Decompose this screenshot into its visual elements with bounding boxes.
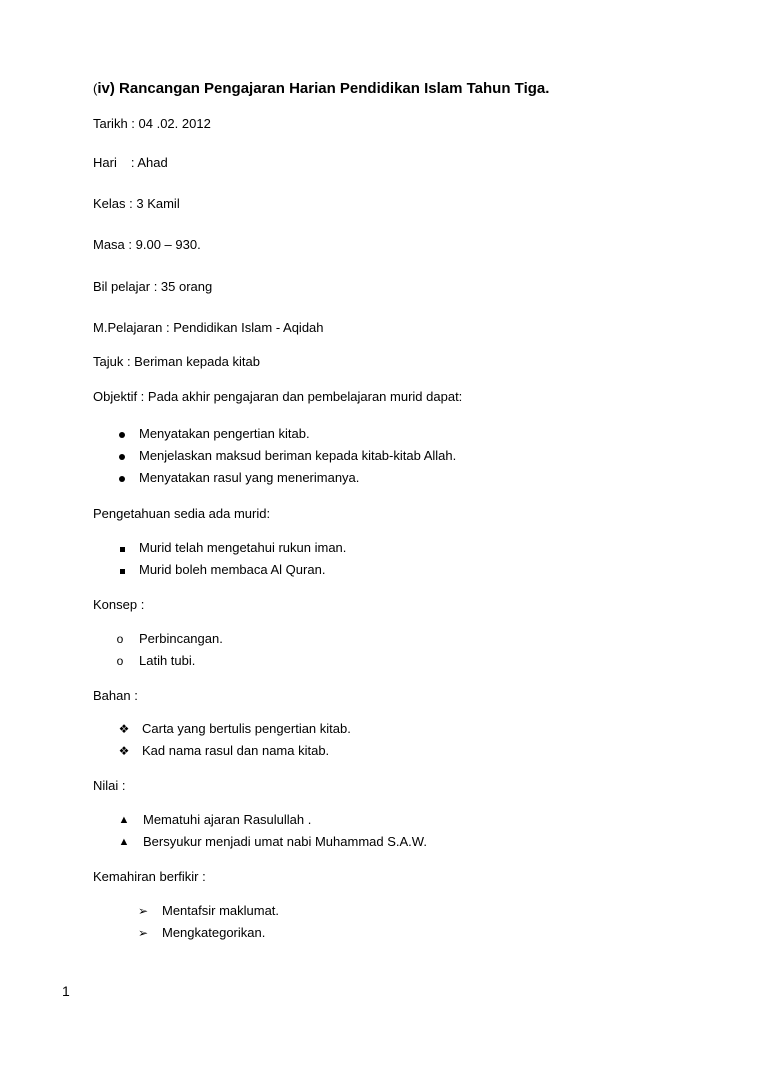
bullet-arrow-icon: ➢ [137,926,149,940]
tarikh-line: Tarikh : 04 .02. 2012 [93,116,211,131]
mata-pelajaran-line: M.Pelajaran : Pendidikan Islam - Aqidah [93,320,324,335]
title-text: iv) Rancangan Pengajaran Harian Pendidikan Islam Tahun Tiga. [97,80,550,97]
nilai-list [116,812,427,856]
objektif-list [114,426,456,492]
hari-value: : Ahad [130,155,168,170]
page-number: 1 [62,983,70,999]
konsep-list [112,631,223,675]
list-item: ▲ Mematuhi ajaran Rasulullah . [116,812,427,834]
list-item: Menjelaskan maksud beriman kepada kitab-kitab Allah. [114,448,456,470]
bullet-circle-icon: o [116,654,124,668]
bullet-diamond-icon: ❖ [118,722,130,736]
kelas-line: Kelas : 3 Kamil [93,196,180,211]
kemahiran-heading: Kemahiran berfikir : [93,869,206,884]
kemahiran-list [135,903,279,947]
list-item: ▲ Bersyukur menjadi umat nabi Muhammad S.A.W. [116,834,427,856]
list-item: Murid telah mengetahui rukun iman. [114,540,346,562]
bullet-triangle-icon: ▲ [118,836,130,848]
bullet-circle-icon: o [116,632,124,646]
list-item: ❖ Carta yang bertulis pengertian kitab. [116,721,351,743]
pengetahuan-heading: Pengetahuan sedia ada murid: [93,506,271,521]
masa-line: Masa : 9.00 – 930. [93,237,201,252]
bullet-triangle-icon: ▲ [118,814,130,826]
bullet-disc-icon [114,448,130,464]
list-item: ➢ Mentafsir maklumat. [135,903,279,925]
bullet-diamond-icon: ❖ [118,744,130,758]
list-item: Menyatakan pengertian kitab. [114,426,456,448]
nilai-heading: Nilai : [93,778,126,793]
konsep-heading: Konsep : [93,597,145,612]
bullet-disc-icon [114,426,130,442]
bullet-square-icon [114,540,130,556]
title-paren: ( [93,81,98,96]
objektif-heading: Objektif : Pada akhir pengajaran dan pembelajaran murid dapat: [93,389,463,404]
list-item: Menyatakan rasul yang menerimanya. [114,470,456,492]
list-item: Murid boleh membaca Al Quran. [114,562,346,584]
bahan-heading: Bahan : [93,688,138,703]
list-item: o Latih tubi. [112,653,223,675]
hari-label: Hari [93,155,117,170]
bil-pelajar-line: Bil pelajar : 35 orang [93,279,213,294]
list-item: ❖ Kad nama rasul dan nama kitab. [116,743,351,765]
bullet-square-icon [114,562,130,578]
list-item: o Perbincangan. [112,631,223,653]
bullet-disc-icon [114,470,130,486]
document-title [93,80,549,98]
pengetahuan-list [114,540,346,584]
list-item: ➢ Mengkategorikan. [135,925,279,947]
hari-line [93,155,168,171]
bullet-arrow-icon: ➢ [137,904,149,918]
bahan-list [116,721,351,765]
tajuk-line: Tajuk : Beriman kepada kitab [93,354,260,369]
